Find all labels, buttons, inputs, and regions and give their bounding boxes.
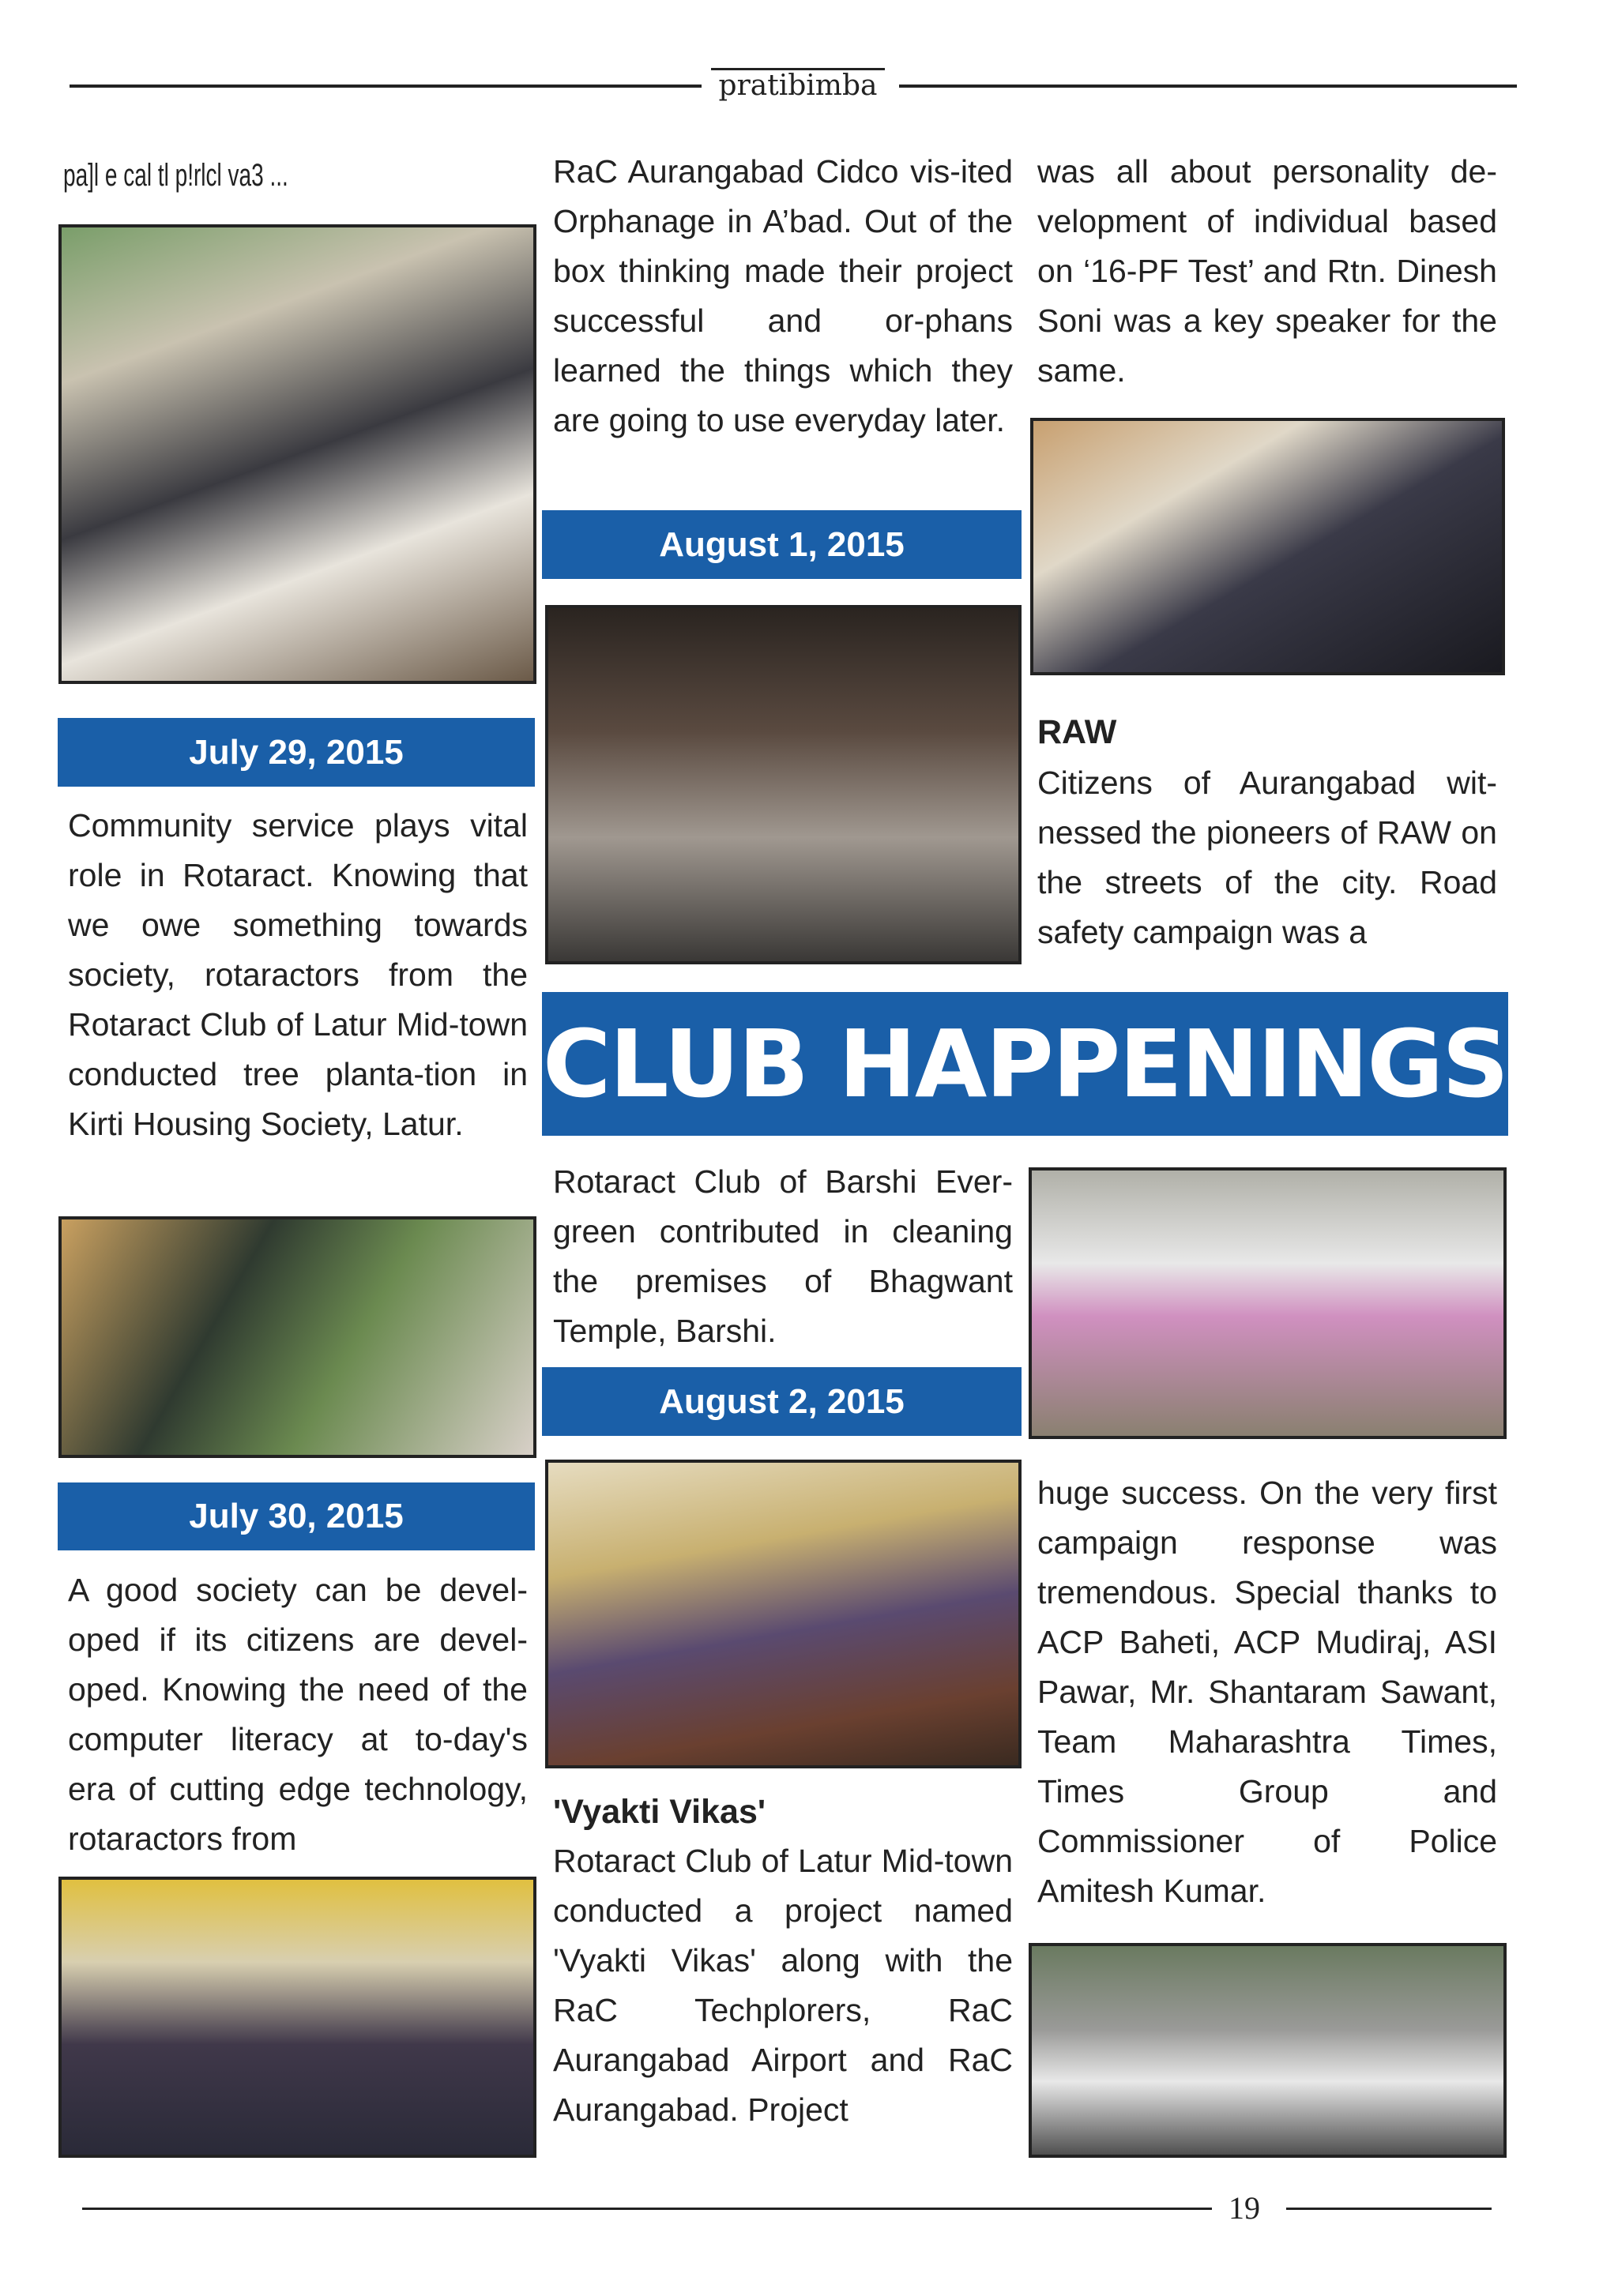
date-bar: August 1, 2015 [542, 510, 1022, 579]
photo-temple-cleaning [545, 605, 1022, 964]
footer-rule-left [82, 2208, 1212, 2210]
article-text: Community service plays vital role in Rotaract. Knowing that we owe something towards society, rotaractors from the Rotaract Club of Latur Mid-town conducted tree planta-tion in Kirti Housing Society, Latur. [68, 807, 528, 1142]
page-number: 19 [1229, 2190, 1260, 2226]
section-banner: CLUB HAPPENINGS [542, 992, 1508, 1136]
photo-raw-banner [1029, 1167, 1507, 1439]
article-text: A good society can be devel-oped if its citizens are devel-oped. Knowing the need of the computer literacy at to-day's era of cutting edge technology, rotaractors from [68, 1572, 528, 1857]
subheading: RAW [1037, 713, 1117, 751]
photo-procession [58, 224, 536, 684]
intro-heading: pa]l e cal tl p!rlcl va3 ... [63, 158, 288, 193]
photo-personality-development [1030, 418, 1505, 675]
article-text: huge success. On the very first campaign response was tremendous. Special thanks to ACP Baheti, ACP Mudiraj, ASI Pawar, Mr. Shantaram Sawant, Team Maharashtra Times, Times Group and Commissioner of Police Amitesh Kumar. [1037, 1475, 1497, 1909]
photo-vyakti-vikas [545, 1460, 1022, 1768]
brand-logo: pratibimba [711, 68, 885, 102]
article-text: Citizens of Aurangabad wit-nessed the pioneers of RAW on the streets of the city. Road safety campaign was a [1037, 765, 1497, 950]
header-rule-left [70, 85, 702, 88]
date-bar: July 29, 2015 [58, 718, 535, 787]
photo-road-safety [1029, 1943, 1507, 2158]
article-text: RaC Aurangabad Cidco vis-ited Orphanage in A’bad. Out of the box thinking made their project successful and or-phans learned the things which they are going to use everyday later. [553, 153, 1013, 438]
subheading: 'Vyakti Vikas' [553, 1793, 766, 1831]
photo-tree-plantation [58, 1216, 536, 1458]
article-text: was all about personality de-velopment of individual based on ‘16-PF Test’ and Rtn. Dinesh Soni was a key speaker for the same. [1037, 153, 1497, 389]
article-text: Rotaract Club of Latur Mid-town conducted a project named 'Vyakti Vikas' along with the RaC Techplorers, RaC Aurangabad Airport and RaC Aurangabad. Project [553, 1843, 1013, 2128]
article-text: Rotaract Club of Barshi Ever-green contributed in cleaning the premises of Bhagwant Temple, Barshi. [553, 1163, 1013, 1349]
header-rule-right [899, 85, 1517, 88]
date-bar: July 30, 2015 [58, 1482, 535, 1550]
date-bar: August 2, 2015 [542, 1367, 1022, 1436]
footer-rule-right [1286, 2208, 1492, 2210]
photo-computer-literacy [58, 1877, 536, 2158]
